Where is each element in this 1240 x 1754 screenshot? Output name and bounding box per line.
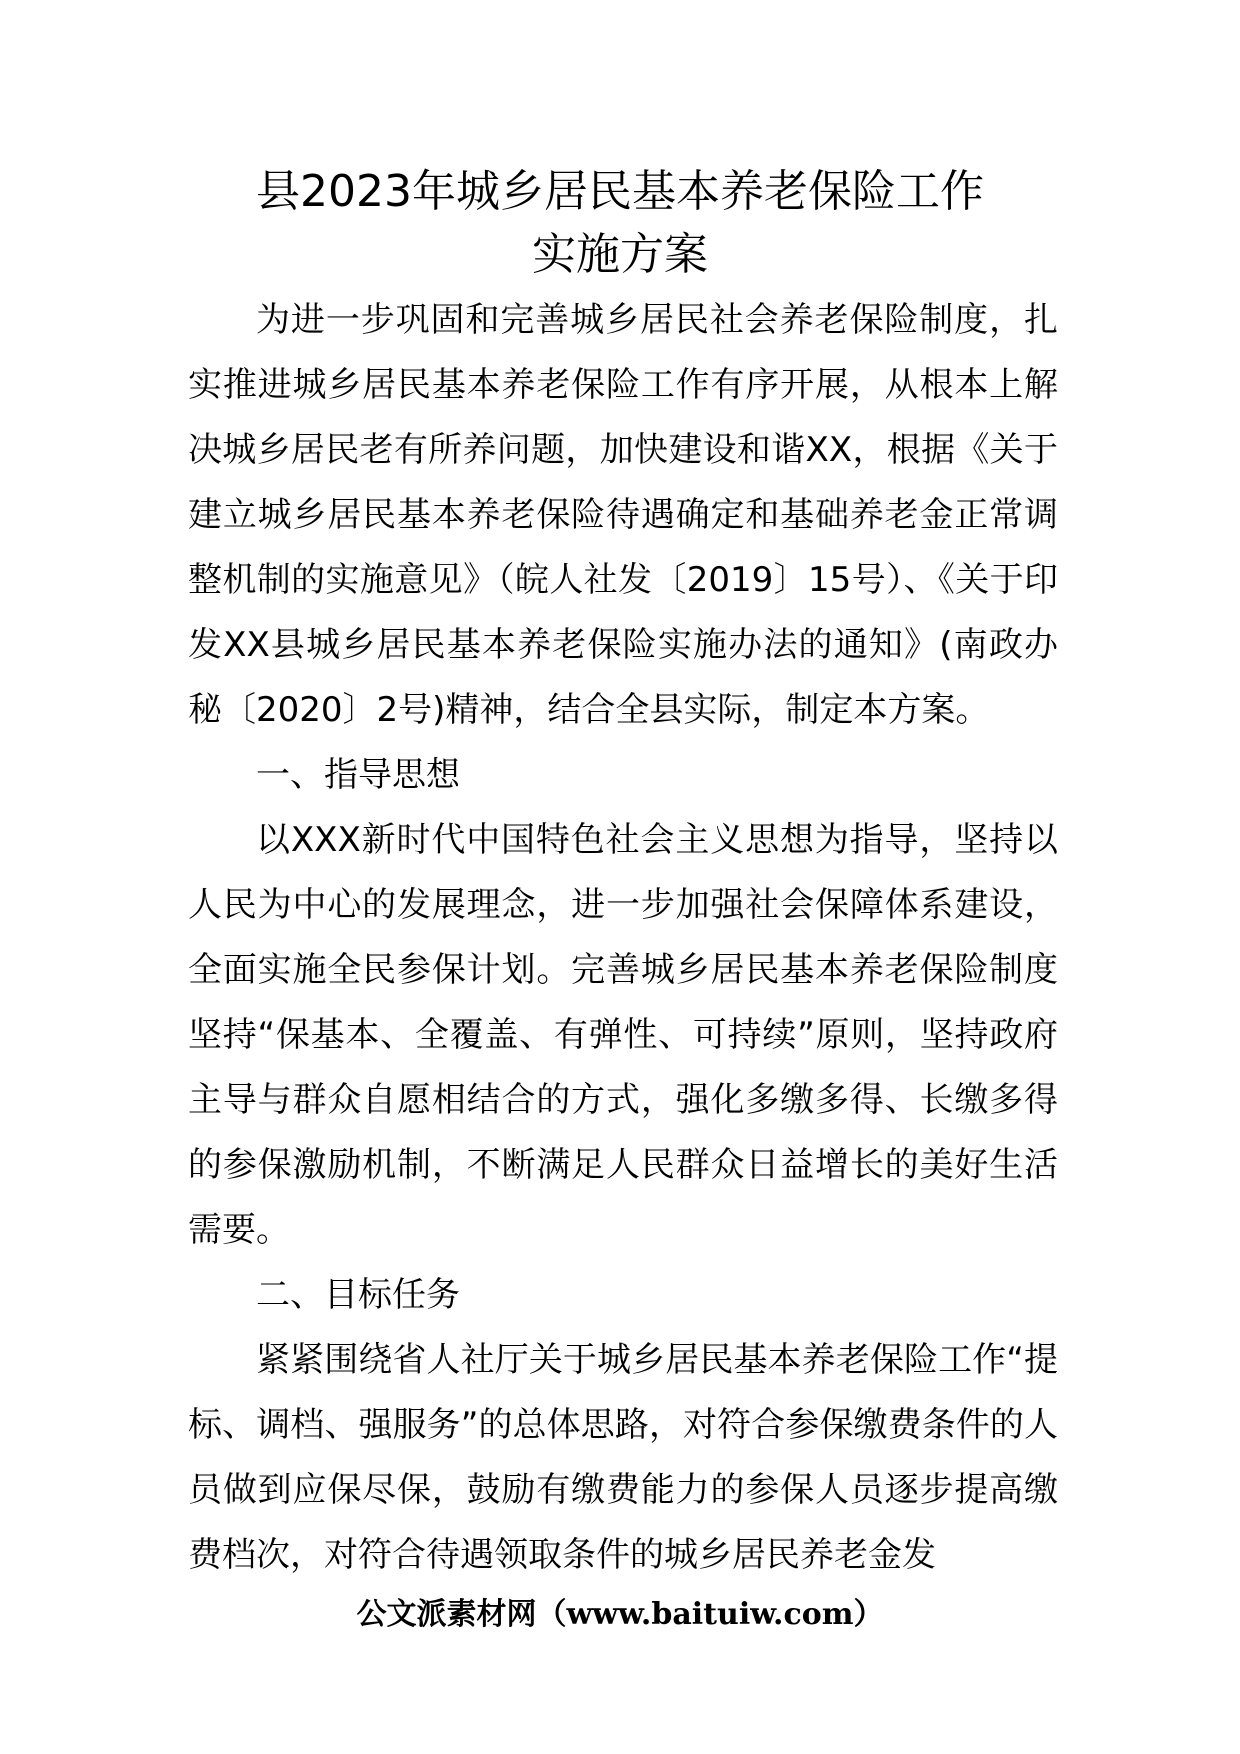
paragraph-goals-text: 紧紧围绕省人社厅关于城乡居民基本养老保险工作“提标、调档、强服务”的总体思路，对符合参保缴费条件的人员做到应保尽保，鼓励有缴费能力的参保人员逐步提高缴费档次，对符合待遇领取条件的城乡居民养老金发 — [188, 1340, 1058, 1575]
paragraph-intro — [188, 288, 1058, 743]
paragraph-intro-text: 为进一步巩固和完善城乡居民社会养老保险制度，扎实推进城乡居民基本养老保险工作有序开展，从根本上解决城乡居民老有所养问题，加快建设和谐XX，根据《关于建立城乡居民基本养老保险待遇确定和基础养老金正常调整机制的实施意见》（皖人社发〔2019〕15号）、《关于印发XX县城乡居民基本养老保险实施办法的通知》(南政办秘〔2020〕2号)精神，结合全县实际，制定本方案。 — [188, 300, 1058, 730]
footer-watermark: 公文派素材网（www.baituiw.com） — [356, 1597, 884, 1632]
section-heading-guiding-thought-text: 一、指导思想 — [256, 755, 460, 795]
paragraph-guiding-thought — [188, 808, 1058, 1263]
paragraph-guiding-thought-text: 以XXX新时代中国特色社会主义思想为指导，坚持以人民为中心的发展理念，进一步加强社会保障体系建设，全面实施全民参保计划。完善城乡居民基本养老保险制度坚持“保基本、全覆盖、有弹性、可持续”原则，坚持政府主导与群众自愿相结合的方式，强化多缴多得、长缴多得的参保激励机制，不断满足人民群众日益增长的美好生活需要。 — [188, 820, 1058, 1250]
section-heading-goals — [188, 1263, 1058, 1328]
document-title-line-2: 实施方案 — [532, 229, 708, 280]
document-title-line-1: 县2023年城乡居民基本养老保险工作 — [256, 166, 984, 217]
paragraph-goals — [188, 1328, 1058, 1588]
section-heading-guiding-thought — [188, 743, 1058, 808]
section-heading-goals-text: 二、目标任务 — [256, 1275, 460, 1315]
